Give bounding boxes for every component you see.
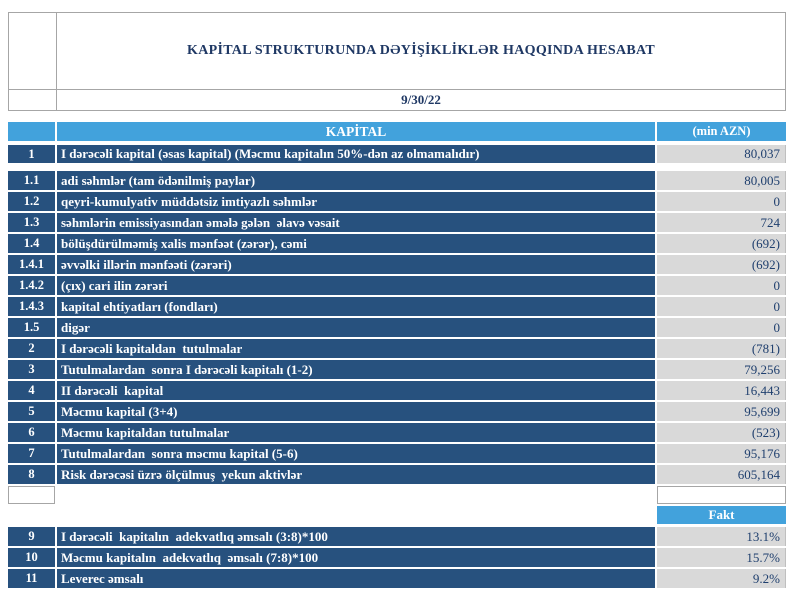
row-value: (781) <box>657 339 786 358</box>
row-value: 605,164 <box>657 465 786 484</box>
row-label: (çıx) cari ilin zərəri <box>57 276 655 295</box>
row-number: 1.3 <box>8 213 55 232</box>
row-number: 1.5 <box>8 318 55 337</box>
row-label: digər <box>57 318 655 337</box>
row-value: 0 <box>657 318 786 337</box>
capital-column-header: KAPİTAL <box>57 122 655 141</box>
row-number: 1.1 <box>8 171 55 190</box>
row-value: 80,005 <box>657 171 786 190</box>
row-label: II dərəcəli kapital <box>57 381 655 400</box>
report-table <box>8 12 786 590</box>
row-number: 1 <box>8 145 55 163</box>
row-value: 95,699 <box>657 402 786 421</box>
row-number: 7 <box>8 444 55 463</box>
table-row <box>8 276 786 295</box>
row-label: Məcmu kapitaldan tutulmalar <box>57 423 655 442</box>
row-value: 16,443 <box>657 381 786 400</box>
row-number: 4 <box>8 381 55 400</box>
row-label: səhmlərin emissiyasından əmələ gələn əlavə vəsait <box>57 213 655 232</box>
row-label: Tutulmalardan sonra I dərəcəli kapitalı (1-2) <box>57 360 655 379</box>
row-label: əvvəlki illərin mənfəəti (zərəri) <box>57 255 655 274</box>
row-number: 1.4.2 <box>8 276 55 295</box>
row-label: I dərəcəli kapital (əsas kapital) (Məcmu kapitalın 50%-dən az olmamalıdır) <box>57 145 655 163</box>
row-label: kapital ehtiyatları (fondları) <box>57 297 655 316</box>
row-value: 13.1% <box>657 527 786 546</box>
table-row <box>8 318 786 337</box>
row-number: 10 <box>8 548 55 567</box>
row-value: (692) <box>657 255 786 274</box>
report-date: 9/30/22 <box>56 89 786 111</box>
table-row <box>8 255 786 274</box>
row-number: 1.4.3 <box>8 297 55 316</box>
row-value: 95,176 <box>657 444 786 463</box>
unit-column-header: (min AZN) <box>657 122 786 141</box>
empty-area <box>8 506 55 524</box>
table-row <box>8 444 786 463</box>
table-row <box>8 339 786 358</box>
row-number: 1.2 <box>8 192 55 211</box>
table-row <box>8 297 786 316</box>
table-row <box>8 145 786 163</box>
row-number: 1.4 <box>8 234 55 253</box>
date-row <box>8 89 786 111</box>
empty-corner-cell <box>8 12 57 90</box>
row-label: Məcmu kapitalın adekvatlıq əmsalı (7:8)*100 <box>57 548 655 567</box>
header-num-cell <box>8 122 55 141</box>
row-value: 9.2% <box>657 569 786 588</box>
empty-area <box>57 506 655 524</box>
row-label: I dərəcəli kapitalın adekvatlıq əmsalı (3:8)*100 <box>57 527 655 546</box>
empty-cell <box>657 486 786 504</box>
row-number: 3 <box>8 360 55 379</box>
table-row <box>8 192 786 211</box>
table-row <box>8 527 786 546</box>
row-value: 0 <box>657 192 786 211</box>
empty-cell <box>8 486 55 504</box>
row-number: 6 <box>8 423 55 442</box>
row-label: Leverec əmsalı <box>57 569 655 588</box>
row-value: 15.7% <box>657 548 786 567</box>
row-value: (523) <box>657 423 786 442</box>
row-value: 79,256 <box>657 360 786 379</box>
table-row <box>8 234 786 253</box>
table-row <box>8 548 786 567</box>
row-value: 0 <box>657 276 786 295</box>
row-number: 1.4.1 <box>8 255 55 274</box>
row-label: bölüşdürülməmiş xalis mənfəət (zərər), cəmi <box>57 234 655 253</box>
row-number: 11 <box>8 569 55 588</box>
row-number: 2 <box>8 339 55 358</box>
row-number: 9 <box>8 527 55 546</box>
table-row <box>8 360 786 379</box>
row-label: Risk dərəcəsi üzrə ölçülmuş yekun aktivlər <box>57 465 655 484</box>
table-row <box>8 171 786 190</box>
table-row <box>8 465 786 484</box>
table-row <box>8 423 786 442</box>
row-value: (692) <box>657 234 786 253</box>
row-number: 8 <box>8 465 55 484</box>
row-value: 0 <box>657 297 786 316</box>
table-row <box>8 569 786 588</box>
separator-row <box>8 486 786 504</box>
title-row <box>8 12 786 90</box>
row-label: qeyri-kumulyativ müddətsiz imtiyazlı səhmlər <box>57 192 655 211</box>
fakt-header-row <box>8 506 786 524</box>
row-label: adi səhmlər (tam ödənilmiş paylar) <box>57 171 655 190</box>
row-number: 5 <box>8 402 55 421</box>
empty-corner-cell <box>8 89 57 111</box>
row-label: I dərəcəli kapitaldan tutulmalar <box>57 339 655 358</box>
row-label: Tutulmalardan sonra məcmu kapital (5-6) <box>57 444 655 463</box>
column-header-row <box>8 122 786 141</box>
row-value: 724 <box>657 213 786 232</box>
table-row <box>8 213 786 232</box>
empty-area <box>57 486 655 504</box>
spacer <box>8 111 786 122</box>
fakt-column-header: Fakt <box>657 506 786 524</box>
page-title: KAPİTAL STRUKTURUNDA DƏYİŞİKLİKLƏR HAQQINDA HESABAT <box>56 12 786 90</box>
table-row <box>8 402 786 421</box>
row-label: Məcmu kapital (3+4) <box>57 402 655 421</box>
table-row <box>8 381 786 400</box>
row-value: 80,037 <box>657 145 786 163</box>
